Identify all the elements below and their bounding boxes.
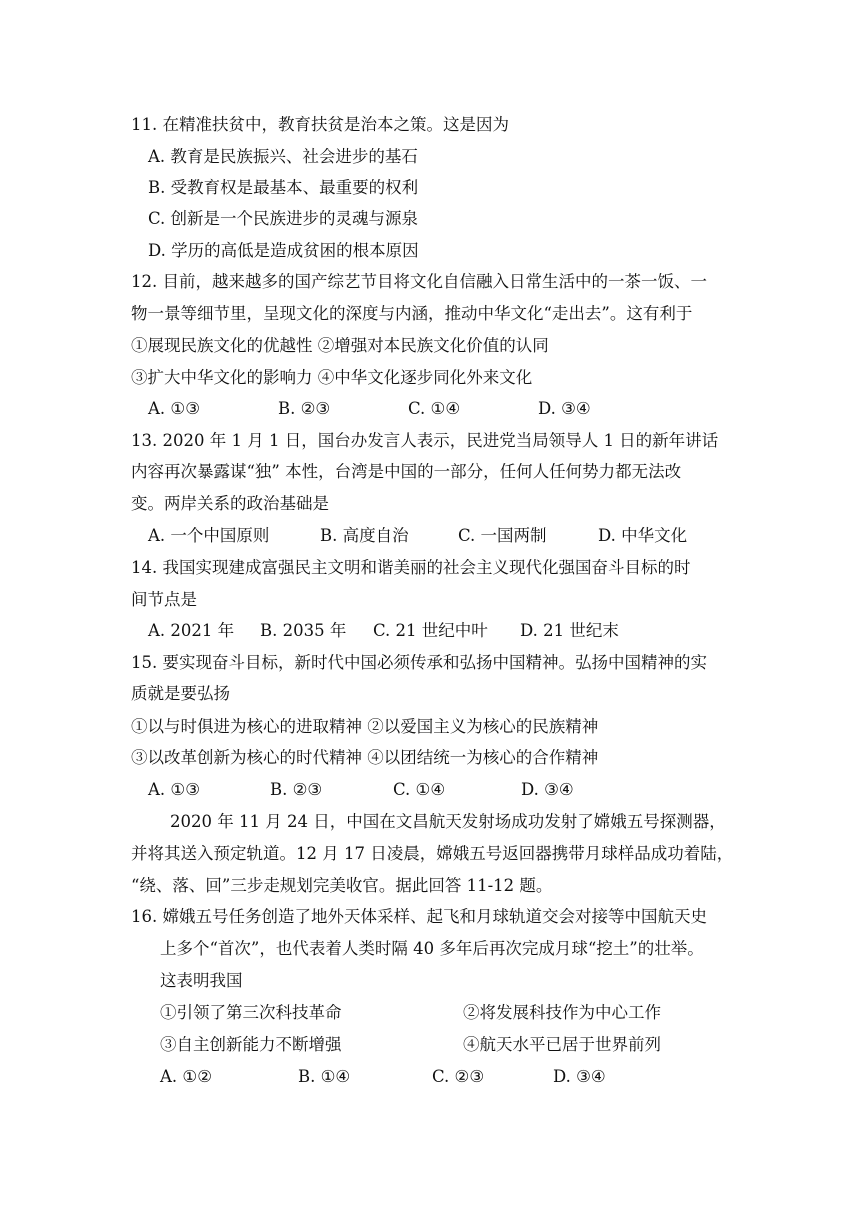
q11-stem: 11. 在精准扶贫中，教育扶贫是治本之策。这是因为 (131, 115, 509, 134)
q16-option-d: D. ③④ (553, 1067, 606, 1086)
q12-option-b: B. ②③ (278, 399, 331, 418)
q15-items-line1: ①以与时俱进为核心的进取精神 ②以爱国主义为核心的民族精神 (131, 717, 599, 736)
q16-option-c: C. ②③ (432, 1067, 485, 1086)
q12-stem-line2: 物一景等细节里，呈现文化的深度与内涵，推动中华文化“走出去”。这有利于 (131, 304, 693, 323)
q14-option-d: D. 21 世纪末 (520, 621, 619, 640)
passage-line3: “绕、落、回”三步走规划完美收官。据此回答 11-12 题。 (131, 876, 553, 895)
q14-option-a: A. 2021 年 (148, 621, 235, 640)
q11-option-a: A. 教育是民族振兴、社会进步的基石 (148, 147, 418, 166)
q15-option-c: C. ①④ (393, 780, 446, 799)
passage-line1: 2020 年 11 月 24 日，中国在文昌航天发射场成功发射了嫦娥五号探测器， (170, 812, 726, 831)
q16-option-a: A. ①② (160, 1067, 212, 1086)
q16-stem-line3: 这表明我国 (160, 971, 243, 990)
q13-option-d: D. 中华文化 (598, 526, 688, 545)
q14-option-c: C. 21 世纪中叶 (373, 621, 488, 640)
q15-option-d: D. ③④ (521, 780, 574, 799)
q15-option-b: B. ②③ (270, 780, 323, 799)
q16-item-3: ③自主创新能力不断增强 (160, 1035, 342, 1054)
q12-option-c: C. ①④ (408, 399, 461, 418)
q13-stem-line3: 变。两岸关系的政治基础是 (131, 494, 329, 513)
q13-option-b: B. 高度自治 (320, 526, 409, 545)
q13-option-c: C. 一国两制 (458, 526, 547, 545)
q13-stem-line1: 13. 2020 年 1 月 1 日，国台办发言人表示，民进党当局领导人 1 日的新年讲话 (131, 431, 719, 450)
q12-stem-line1: 12. 目前，越来越多的国产综艺节目将文化自信融入日常生活中的一茶一饭、一 (131, 272, 707, 291)
q11-option-b: B. 受教育权是最基本、最重要的权利 (148, 178, 419, 197)
q16-item-1: ①引领了第三次科技革命 (160, 1003, 342, 1022)
q13-stem-line2: 内容再次暴露谋“独” 本性，台湾是中国的一部分，任何人任何势力都无法改 (131, 462, 682, 481)
q15-stem-line2: 质就是要弘扬 (131, 684, 230, 703)
q16-item-2: ②将发展科技作为中心工作 (463, 1003, 661, 1022)
q14-option-b: B. 2035 年 (260, 621, 347, 640)
q14-stem-line2: 间节点是 (131, 590, 197, 609)
q15-items-line2: ③以改革创新为核心的时代精神 ④以团结统一为核心的合作精神 (131, 748, 599, 767)
q12-option-d: D. ③④ (538, 399, 591, 418)
q12-items-line2: ③扩大中华文化的影响力 ④中华文化逐步同化外来文化 (131, 368, 533, 387)
q12-items-line1: ①展现民族文化的优越性 ②增强对本民族文化价值的认同 (131, 336, 549, 355)
q16-item-4: ④航天水平已居于世界前列 (463, 1035, 661, 1054)
q16-stem-line2: 上多个“首次”，也代表着人类时隔 40 多年后再次完成月球“挖土”的壮举。 (160, 939, 704, 958)
q14-stem-line1: 14. 我国实现建成富强民主文明和谐美丽的社会主义现代化强国奋斗目标的时 (131, 558, 691, 577)
q11-option-c: C. 创新是一个民族进步的灵魂与源泉 (148, 209, 419, 228)
q13-option-a: A. 一个中国原则 (148, 526, 270, 545)
q15-option-a: A. ①③ (148, 780, 200, 799)
q12-option-a: A. ①③ (148, 399, 200, 418)
q16-stem-line1: 16. 嫦娥五号任务创造了地外天体采样、起飞和月球轨道交会对接等中国航天史 (131, 907, 707, 926)
q15-stem-line1: 15. 要实现奋斗目标，新时代中国必须传承和弘扬中国精神。弘扬中国精神的实 (131, 653, 707, 672)
q11-option-d: D. 学历的高低是造成贫困的根本原因 (148, 241, 419, 260)
passage-line2: 并将其送入预定轨道。12 月 17 日凌晨，嫦娥五号返回器携带月球样品成功着陆， (131, 844, 734, 863)
q16-option-b: B. ①④ (298, 1067, 351, 1086)
